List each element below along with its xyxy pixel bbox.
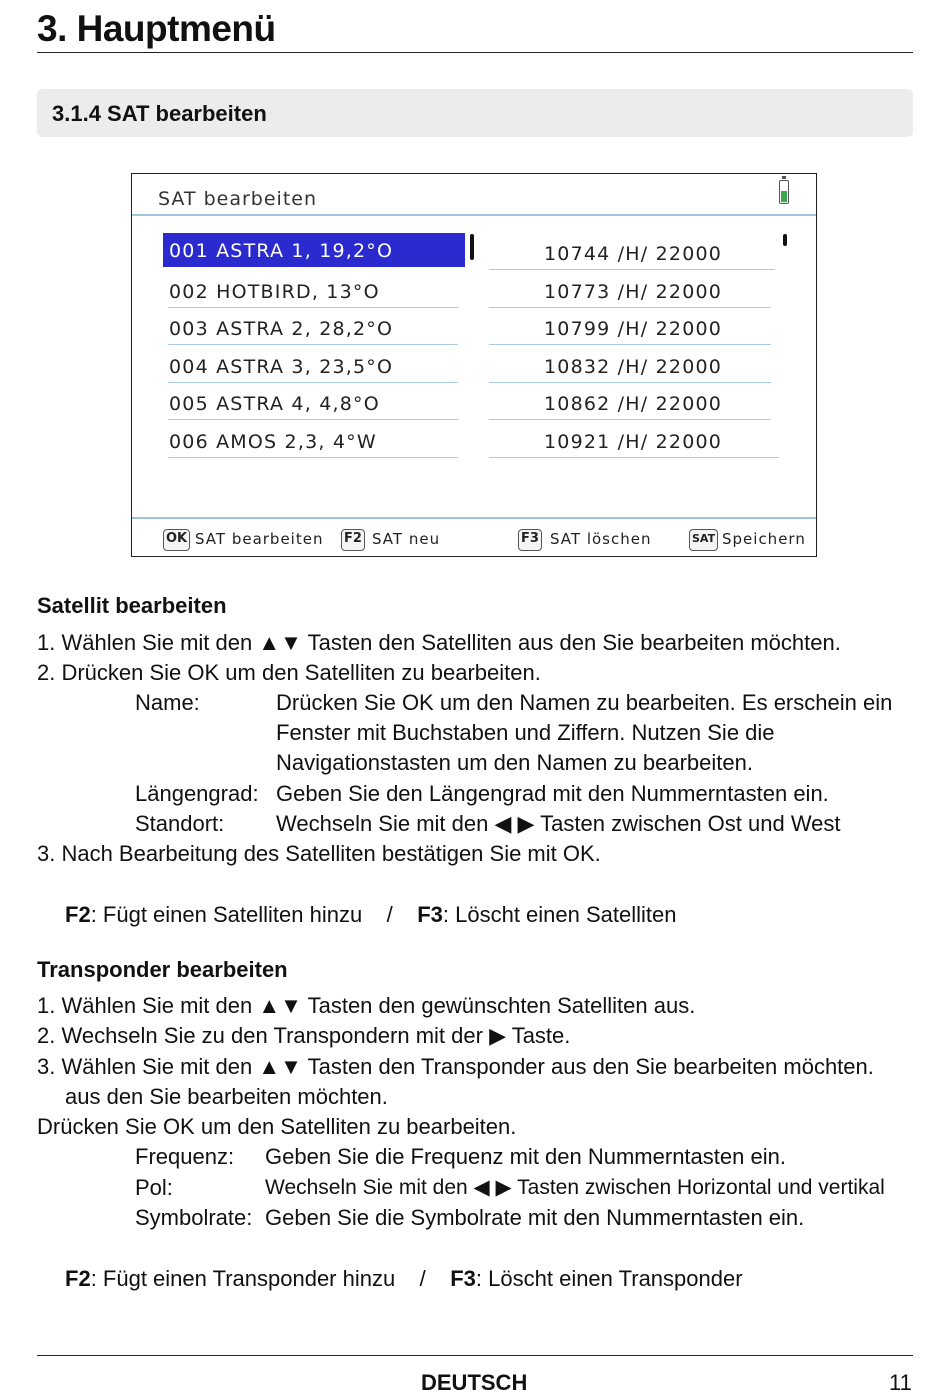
pol-text: Wechseln Sie mit den ◀ ▶ Tasten zwischen Horizontal und vertikal xyxy=(265,1176,885,1199)
chapter-title: 3. Hauptmenü xyxy=(37,8,276,49)
satellite-label: 002 HOTBIRD, 13°O xyxy=(169,281,380,303)
name-text-2: Fenster mit Buchstaben und Ziffern. Nutzen Sie die xyxy=(276,720,775,745)
frequenz-text: Geben Sie die Frequenz mit den Nummerntasten ein. xyxy=(265,1144,786,1169)
section-bar xyxy=(37,89,913,137)
transponder-row[interactable] xyxy=(489,386,771,420)
standort-text: Wechseln Sie mit den ◀ ▶ Tasten zwischen Ost und West xyxy=(276,811,841,836)
transponder-label: 10862 /H/ 22000 xyxy=(544,393,723,415)
transponder-step-3-cont: aus den Sie bearbeiten möchten. xyxy=(65,1084,388,1109)
f2-description: : Fügt einen Satelliten hinzu / xyxy=(90,902,418,927)
transponder-row[interactable] xyxy=(489,424,779,458)
satellite-row[interactable] xyxy=(163,233,465,267)
satellit-step-2: 2. Drücken Sie OK um den Satelliten zu bearbeiten. xyxy=(37,660,541,685)
f3-key-label: SAT löschen xyxy=(550,530,652,548)
transponder-label: 10799 /H/ 22000 xyxy=(544,318,723,340)
transponder-row[interactable] xyxy=(489,274,771,308)
satellite-label: 006 AMOS 2,3, 4°W xyxy=(169,431,377,453)
screen-header-divider xyxy=(132,214,816,216)
transponder-row[interactable] xyxy=(489,349,771,383)
satellit-function-keys xyxy=(65,900,677,930)
name-text-1: Drücken Sie OK um den Namen zu bearbeiten. Es erschein ein xyxy=(276,690,893,715)
satellit-heading: Satellit bearbeiten xyxy=(37,593,227,618)
satellite-label: 001 ASTRA 1, 19,2°O xyxy=(169,240,394,262)
standort-label: Standort: xyxy=(135,811,225,836)
satellite-row[interactable] xyxy=(168,424,458,458)
transponder-row[interactable] xyxy=(489,311,771,345)
pol-label: Pol: xyxy=(135,1175,173,1200)
transponder-label: 10773 /H/ 22000 xyxy=(544,281,723,303)
transponder-press-ok: Drücken Sie OK um den Satelliten zu bearbeiten. xyxy=(37,1114,517,1139)
section-title: 3.1.4 SAT bearbeiten xyxy=(52,101,267,126)
symbolrate-text: Geben Sie die Symbolrate mit den Nummerntasten ein. xyxy=(265,1205,805,1230)
satellite-row[interactable] xyxy=(168,386,458,420)
f2-key-icon[interactable]: F2 xyxy=(341,529,365,551)
f3-description: : Löscht einen Satelliten xyxy=(442,902,677,927)
name-label: Name: xyxy=(135,690,200,715)
satellite-label: 005 ASTRA 4, 4,8°O xyxy=(169,393,380,415)
frequenz-label: Frequenz: xyxy=(135,1144,235,1169)
transponder-scrollbar[interactable] xyxy=(783,234,787,246)
f3-key-icon[interactable]: F3 xyxy=(518,529,542,551)
f2-description: : Fügt einen Transponder hinzu / xyxy=(90,1266,451,1291)
name-text-3: Navigationstasten um den Namen zu bearbeiten. xyxy=(276,750,753,775)
satellit-step-1: 1. Wählen Sie mit den ▲▼ Tasten den Satelliten aus den Sie bearbeiten möchten. xyxy=(37,630,841,655)
ok-key-label: SAT bearbeiten xyxy=(195,530,324,548)
footer-divider xyxy=(37,1355,913,1356)
transponder-step-2: 2. Wechseln Sie zu den Transpondern mit der ▶ Taste. xyxy=(37,1023,571,1048)
transponder-label: 10921 /H/ 22000 xyxy=(544,431,723,453)
f3-description: : Löscht einen Transponder xyxy=(475,1266,743,1291)
battery-icon xyxy=(779,180,789,204)
transponder-label: 10832 /H/ 22000 xyxy=(544,356,723,378)
transponder-step-3: 3. Wählen Sie mit den ▲▼ Tasten den Transponder aus den Sie bearbeiten möchten. xyxy=(37,1054,874,1079)
transponder-function-keys xyxy=(65,1264,743,1294)
screen-footer-divider xyxy=(132,517,816,519)
transponder-heading: Transponder bearbeiten xyxy=(37,957,288,982)
sat-key-icon[interactable]: SAT xyxy=(689,529,718,551)
transponder-step-1: 1. Wählen Sie mit den ▲▼ Tasten den gewünschten Satelliten aus. xyxy=(37,993,696,1018)
menu-screenshot xyxy=(131,173,817,557)
satellite-label: 004 ASTRA 3, 23,5°O xyxy=(169,356,394,378)
symbolrate-label: Symbolrate: xyxy=(135,1205,253,1230)
sat-key-label: Speichern xyxy=(722,530,806,548)
f2-key: F2 xyxy=(65,902,91,927)
satellite-row[interactable] xyxy=(168,274,458,308)
satellite-row[interactable] xyxy=(168,349,458,383)
transponder-label: 10744 /H/ 22000 xyxy=(544,243,723,265)
transponder-row[interactable] xyxy=(489,236,775,270)
laengengrad-text: Geben Sie den Längengrad mit den Nummerntasten ein. xyxy=(276,781,829,806)
satellite-scrollbar[interactable] xyxy=(470,234,474,260)
laengengrad-label: Längengrad: xyxy=(135,781,259,806)
footer-language: DEUTSCH xyxy=(421,1370,528,1395)
satellit-step-3: 3. Nach Bearbeitung des Satelliten bestätigen Sie mit OK. xyxy=(37,841,601,866)
screen-title: SAT bearbeiten xyxy=(158,188,317,210)
f3-key: F3 xyxy=(450,1266,476,1291)
header-divider xyxy=(37,52,913,53)
page-number: 11 xyxy=(889,1370,912,1395)
f3-key: F3 xyxy=(417,902,443,927)
satellite-label: 003 ASTRA 2, 28,2°O xyxy=(169,318,394,340)
f2-key-label: SAT neu xyxy=(372,530,441,548)
f2-key: F2 xyxy=(65,1266,91,1291)
ok-key-icon[interactable]: OK xyxy=(163,529,190,551)
satellite-row[interactable] xyxy=(168,311,458,345)
